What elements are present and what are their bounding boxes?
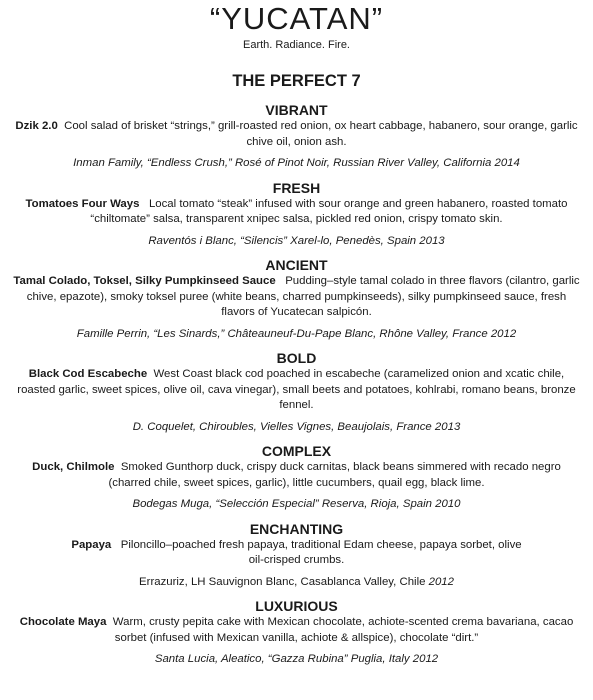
course-vibrant: [10, 102, 583, 172]
wine-pairing: Bodegas Muga, “Selección Especial” Reserva, Rioja, Spain 2010: [132, 498, 461, 510]
course-title: FRESH: [272, 179, 321, 196]
wine-pairing-vintage: 2012: [428, 575, 454, 588]
dish-name: Tamal Colado, Toksel, Silky Pumpkinseed Sauce: [13, 275, 276, 287]
course-title: ANCIENT: [265, 257, 328, 273]
dish-name: Chocolate Maya: [19, 616, 107, 628]
dish-description-block: [10, 538, 583, 569]
dish-description-block: [10, 615, 583, 646]
dish-description-block: [10, 119, 583, 150]
menu-tagline: Earth. Radiance. Fire.: [243, 39, 350, 51]
course-ancient: [10, 257, 583, 342]
wine-pairing: Inman Family, “Endless Crush,” Rosé of Pinot Noir, Russian River Valley, California 2014: [73, 157, 520, 169]
dish-description-block: [10, 274, 583, 321]
menu-title: “YUCATAN”: [209, 1, 384, 36]
wine-pairing-name: Errazuriz, LH Sauvignon Blanc, Casablanca Valley, Chile: [139, 575, 426, 588]
course-luxurious: [10, 598, 583, 668]
dish-description-block: [10, 367, 583, 414]
dish-description-block: [10, 460, 583, 491]
course-title: COMPLEX: [261, 443, 332, 459]
dish-name: Dzik 2.0: [15, 120, 58, 132]
wine-pairing: [10, 575, 583, 591]
dish-description: West Coast black cod poached in escabeche (caramelized onion and xcatic chile, roasted garlic, sweet spices, olive oil, cava vinegar), small beets and potatoes, kohlrabi, romano beans, bronze fennel.: [17, 368, 576, 411]
dish-description: Warm, crusty pepita cake with Mexican chocolate, achiote-scented crema bavariana, cacao sorbet (infused with Mexican vanilla, achiote & allspice), chocolate “dirt.”: [112, 616, 574, 644]
course-complex: [10, 443, 583, 513]
dish-description-block: [10, 197, 583, 228]
dish-description: Piloncillo–poached fresh papaya, traditional Edam cheese, papaya sorbet, olive oil-crisped crumbs.: [120, 538, 522, 566]
course-title: LUXURIOUS: [255, 598, 338, 614]
dish-name: Duck, Chilmole: [32, 461, 115, 473]
dish-description: Smoked Gunthorp duck, crispy duck carnitas, black beans simmered with recado negro (charred chile, sweet spices, garlic), little cucumbers, quail egg, black lime.: [108, 461, 561, 489]
course-title: BOLD: [276, 350, 317, 366]
dish-name: Black Cod Escabeche: [28, 368, 148, 380]
dish-description: Cool salad of brisket “strings,” grill-roasted red onion, ox heart cabbage, habanero, sour orange, garlic chive oil, onion ash.: [64, 120, 578, 148]
wine-pairing: Famille Perrin, “Les Sinards,” Châteauneuf-Du-Pape Blanc, Rhône Valley, France 2012: [76, 327, 517, 340]
wine-pairing: Santa Lucia, Aleatico, “Gazza Rubina” Puglia, Italy 2012: [154, 653, 439, 665]
course-title: ENCHANTING: [249, 520, 344, 537]
dish-name: Tomatoes Four Ways: [25, 197, 140, 210]
dish-description: Pudding–style tamal colado in three flavors (cilantro, garlic chive, epazote), smoky toksel puree (white beans, charred pumpkinseeds), silky pumpkinseed sauce, fresh flavors of Yucatecan salpicón.: [26, 275, 580, 318]
dish-description: Local tomato “steak” infused with sour orange and green habanero, roasted tomato “chiltomate” salsa, transparent xnipec salsa, pickled red onion, crispy tomato skin.: [90, 197, 568, 225]
course-fresh: [10, 180, 583, 250]
wine-pairing: Raventós i Blanc, “Silencis” Xarel-lo, Penedès, Spain 2013: [148, 234, 445, 247]
wine-pairing: D. Coquelet, Chiroubles, Vielles Vignes, Beaujolais, France 2013: [132, 420, 461, 433]
course-enchanting: [10, 521, 583, 591]
tasting-menu-name: THE PERFECT 7: [232, 72, 361, 90]
dish-name: Papaya: [71, 538, 112, 551]
course-title: VIBRANT: [265, 102, 328, 118]
course-bold: [10, 350, 583, 435]
